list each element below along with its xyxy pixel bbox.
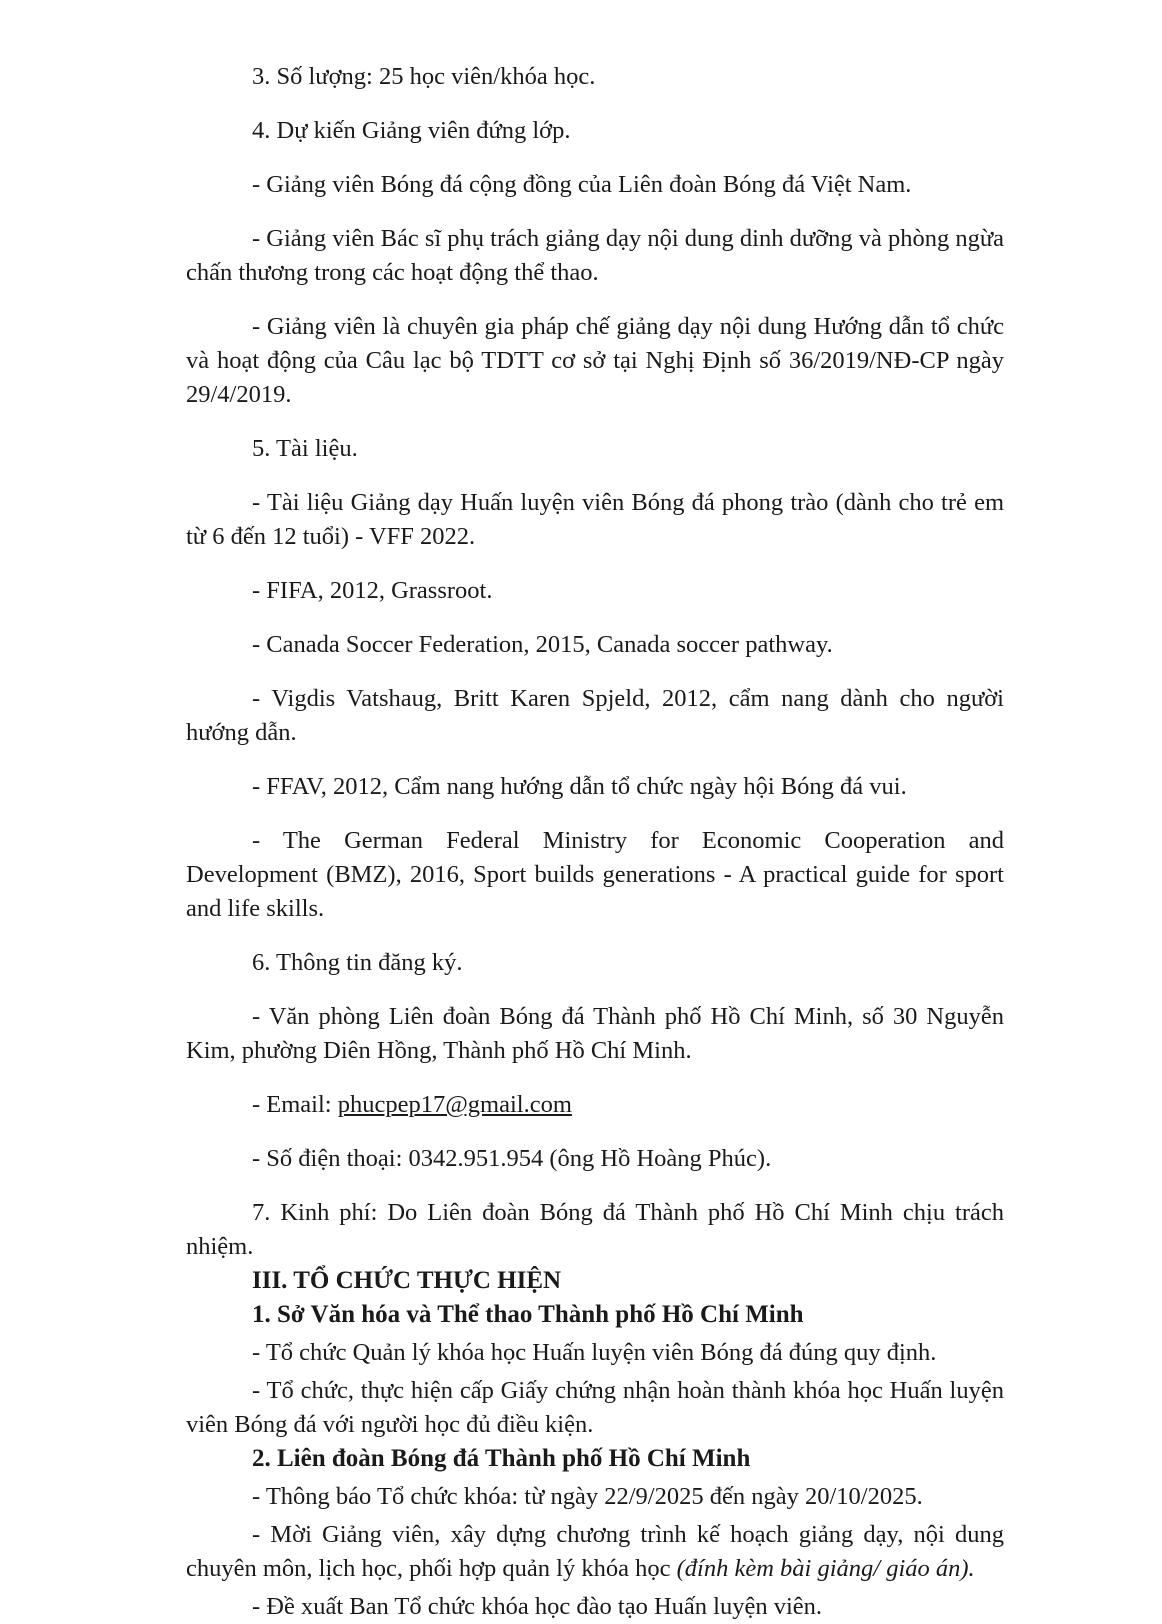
email-link[interactable]: phucpep17@gmail.com	[337, 1091, 572, 1118]
section-3-sub2-title: 2. Liên đoàn Bóng đá Thành phố Hồ Chí Minh	[252, 1445, 751, 1472]
sub2-item-2-text: - Mời Giảng viên, xây dựng chương trình kế hoạch giảng dạy, nội dung chuyên môn, lịch học, phối hợp quản lý khóa học	[186, 1521, 1004, 1582]
item-quantity: 3. Số lượng: 25 học viên/khóa học.	[252, 63, 596, 90]
sub2-item-2-note: (đính kèm bài giảng/ giáo án).	[676, 1555, 975, 1582]
sub2-item-1: - Thông báo Tổ chức khóa: từ ngày 22/9/2025 đến ngày 20/10/2025.	[252, 1483, 923, 1510]
item-funding: 7. Kinh phí: Do Liên đoàn Bóng đá Thành phố Hồ Chí Minh chịu trách nhiệm.	[186, 1199, 1004, 1260]
section-3-title: III. TỔ CHỨC THỰC HIỆN	[252, 1267, 562, 1294]
material-line-6: - The German Federal Ministry for Economic Cooperation and Development (BMZ), 2016, Sport builds generations - A practical guide for sport and life skills.	[186, 827, 1004, 922]
material-line-2: - FIFA, 2012, Grassroot.	[252, 577, 493, 604]
material-line-5: - FFAV, 2012, Cẩm nang hướng dẫn tổ chức ngày hội Bóng đá vui.	[252, 773, 907, 800]
email-label: - Email:	[252, 1091, 338, 1118]
instructor-line-1: - Giảng viên Bóng đá cộng đồng của Liên đoàn Bóng đá Việt Nam.	[252, 171, 912, 198]
item-instructors-heading: 4. Dự kiến Giảng viên đứng lớp.	[252, 117, 571, 144]
sub2-item-3: - Đề xuất Ban Tổ chức khóa học đào tạo Huấn luyện viên.	[252, 1593, 823, 1620]
section-3-sub1-title: 1. Sở Văn hóa và Thể thao Thành phố Hồ Chí Minh	[252, 1301, 804, 1328]
material-line-4: - Vigdis Vatshaug, Britt Karen Spjeld, 2012, cẩm nang dành cho người hướng dẫn.	[186, 685, 1004, 746]
registration-phone: - Số điện thoại: 0342.951.954 (ông Hồ Hoàng Phúc).	[252, 1145, 772, 1172]
instructor-line-3: - Giảng viên là chuyên gia pháp chế giảng dạy nội dung Hướng dẫn tổ chức và hoạt động của Câu lạc bộ TDTT cơ sở tại Nghị Định số 36/2019/NĐ-CP ngày 29/4/2019.	[186, 313, 1004, 408]
sub2-item-2	[186, 1518, 1004, 1586]
item-registration-heading: 6. Thông tin đăng ký.	[252, 949, 463, 976]
sub1-item-2: - Tổ chức, thực hiện cấp Giấy chứng nhận hoàn thành khóa học Huấn luyện viên Bóng đá với người học đủ điều kiện.	[186, 1377, 1004, 1438]
instructor-line-2: - Giảng viên Bác sĩ phụ trách giảng dạy nội dung dinh dưỡng và phòng ngừa chấn thương trong các hoạt động thể thao.	[186, 225, 1004, 286]
document-page	[186, 60, 1004, 1624]
material-line-1: - Tài liệu Giảng dạy Huấn luyện viên Bóng đá phong trào (dành cho trẻ em từ 6 đến 12 tuổi) - VFF 2022.	[186, 489, 1004, 550]
registration-address: - Văn phòng Liên đoàn Bóng đá Thành phố Hồ Chí Minh, số 30 Nguyễn Kim, phường Diên Hồng, Thành phố Hồ Chí Minh.	[186, 1003, 1004, 1064]
material-line-3: - Canada Soccer Federation, 2015, Canada soccer pathway.	[252, 631, 833, 658]
item-materials-heading: 5. Tài liệu.	[252, 435, 358, 462]
registration-email	[186, 1088, 1004, 1122]
sub1-item-1: - Tổ chức Quản lý khóa học Huấn luyện viên Bóng đá đúng quy định.	[252, 1339, 937, 1366]
